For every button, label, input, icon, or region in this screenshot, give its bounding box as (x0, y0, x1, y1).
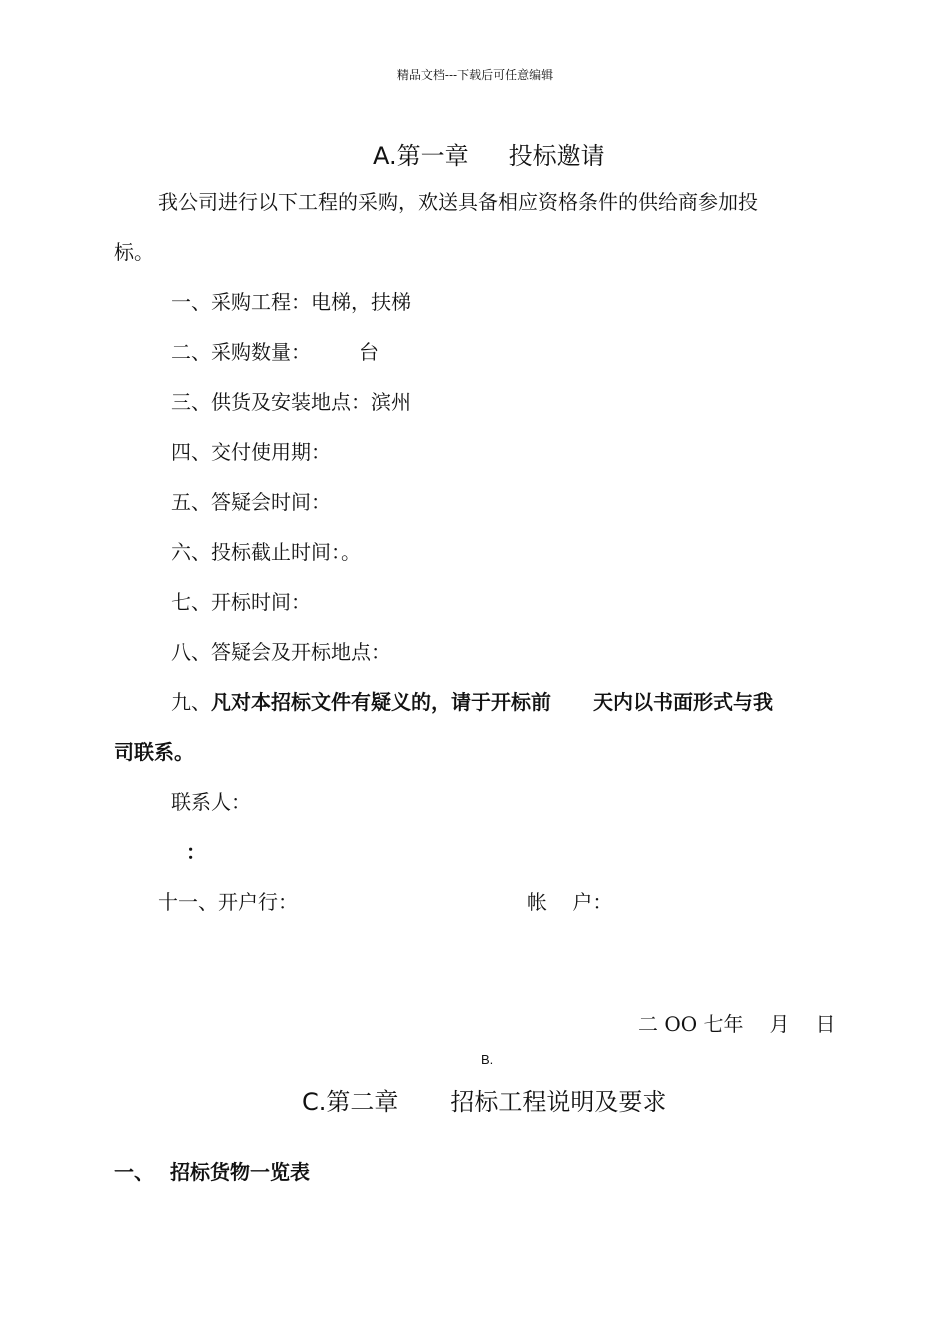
chapter-1-prefix: A. (373, 142, 397, 170)
item-9-text-a: 凡对本招标文件有疑义的，请于开标前 (211, 690, 551, 714)
item-5: 五、答疑会时间： (171, 490, 331, 514)
item-4: 四、交付使用期： (171, 440, 331, 464)
colon-line: ： (186, 840, 206, 864)
section-1-number: 一、 (114, 1160, 154, 1184)
date-year: 二 OO 七年 (638, 1012, 744, 1036)
item-7: 七、开标时间： (171, 590, 311, 614)
intro-line-2: 标。 (114, 240, 154, 264)
item-8: 八、答疑会及开标地点： (171, 640, 391, 664)
marker-b: B. (481, 1052, 494, 1067)
chapter-1-number: 第一章 (396, 142, 469, 170)
item-6: 六、投标截止时间：。 (171, 540, 361, 564)
chapter-2-heading (302, 1082, 666, 1117)
chapter-2-number: 第二章 (326, 1088, 399, 1116)
item-9 (171, 686, 773, 715)
page-header: 精品文档---下载后可任意编辑 (396, 68, 554, 82)
account-label: 帐 户： (527, 890, 613, 914)
chapter-2-title: 招标工程说明及要求 (450, 1088, 667, 1116)
date-month: 月 (769, 1012, 790, 1036)
section-1-title: 招标货物一览表 (170, 1160, 310, 1184)
date-line (638, 1008, 836, 1037)
section-1-heading (114, 1156, 310, 1185)
chapter-1-title: 投标邀请 (508, 142, 605, 170)
date-day: 日 (815, 1012, 836, 1036)
intro-line-1: 我公司进行以下工程的采购，欢送具备相应资格条件的供给商参加投 (158, 190, 758, 214)
contact-label: 联系人： (171, 790, 251, 814)
item-2-unit: 台 (359, 340, 379, 364)
item-2-label: 二、采购数量： (171, 340, 311, 364)
chapter-1-heading (373, 136, 605, 171)
item-9-text-b: 天内以书面形式与我 (593, 690, 773, 714)
item-9-continuation: 司联系。 (114, 740, 194, 764)
bank-label: 十一、开户行： (158, 890, 298, 914)
item-2 (171, 336, 379, 365)
item-3: 三、供货及安装地点：滨州 (171, 390, 411, 414)
chapter-2-prefix: C. (302, 1088, 327, 1116)
item-9-prefix: 九、 (171, 690, 211, 714)
item-1: 一、采购工程：电梯，扶梯 (171, 290, 411, 314)
